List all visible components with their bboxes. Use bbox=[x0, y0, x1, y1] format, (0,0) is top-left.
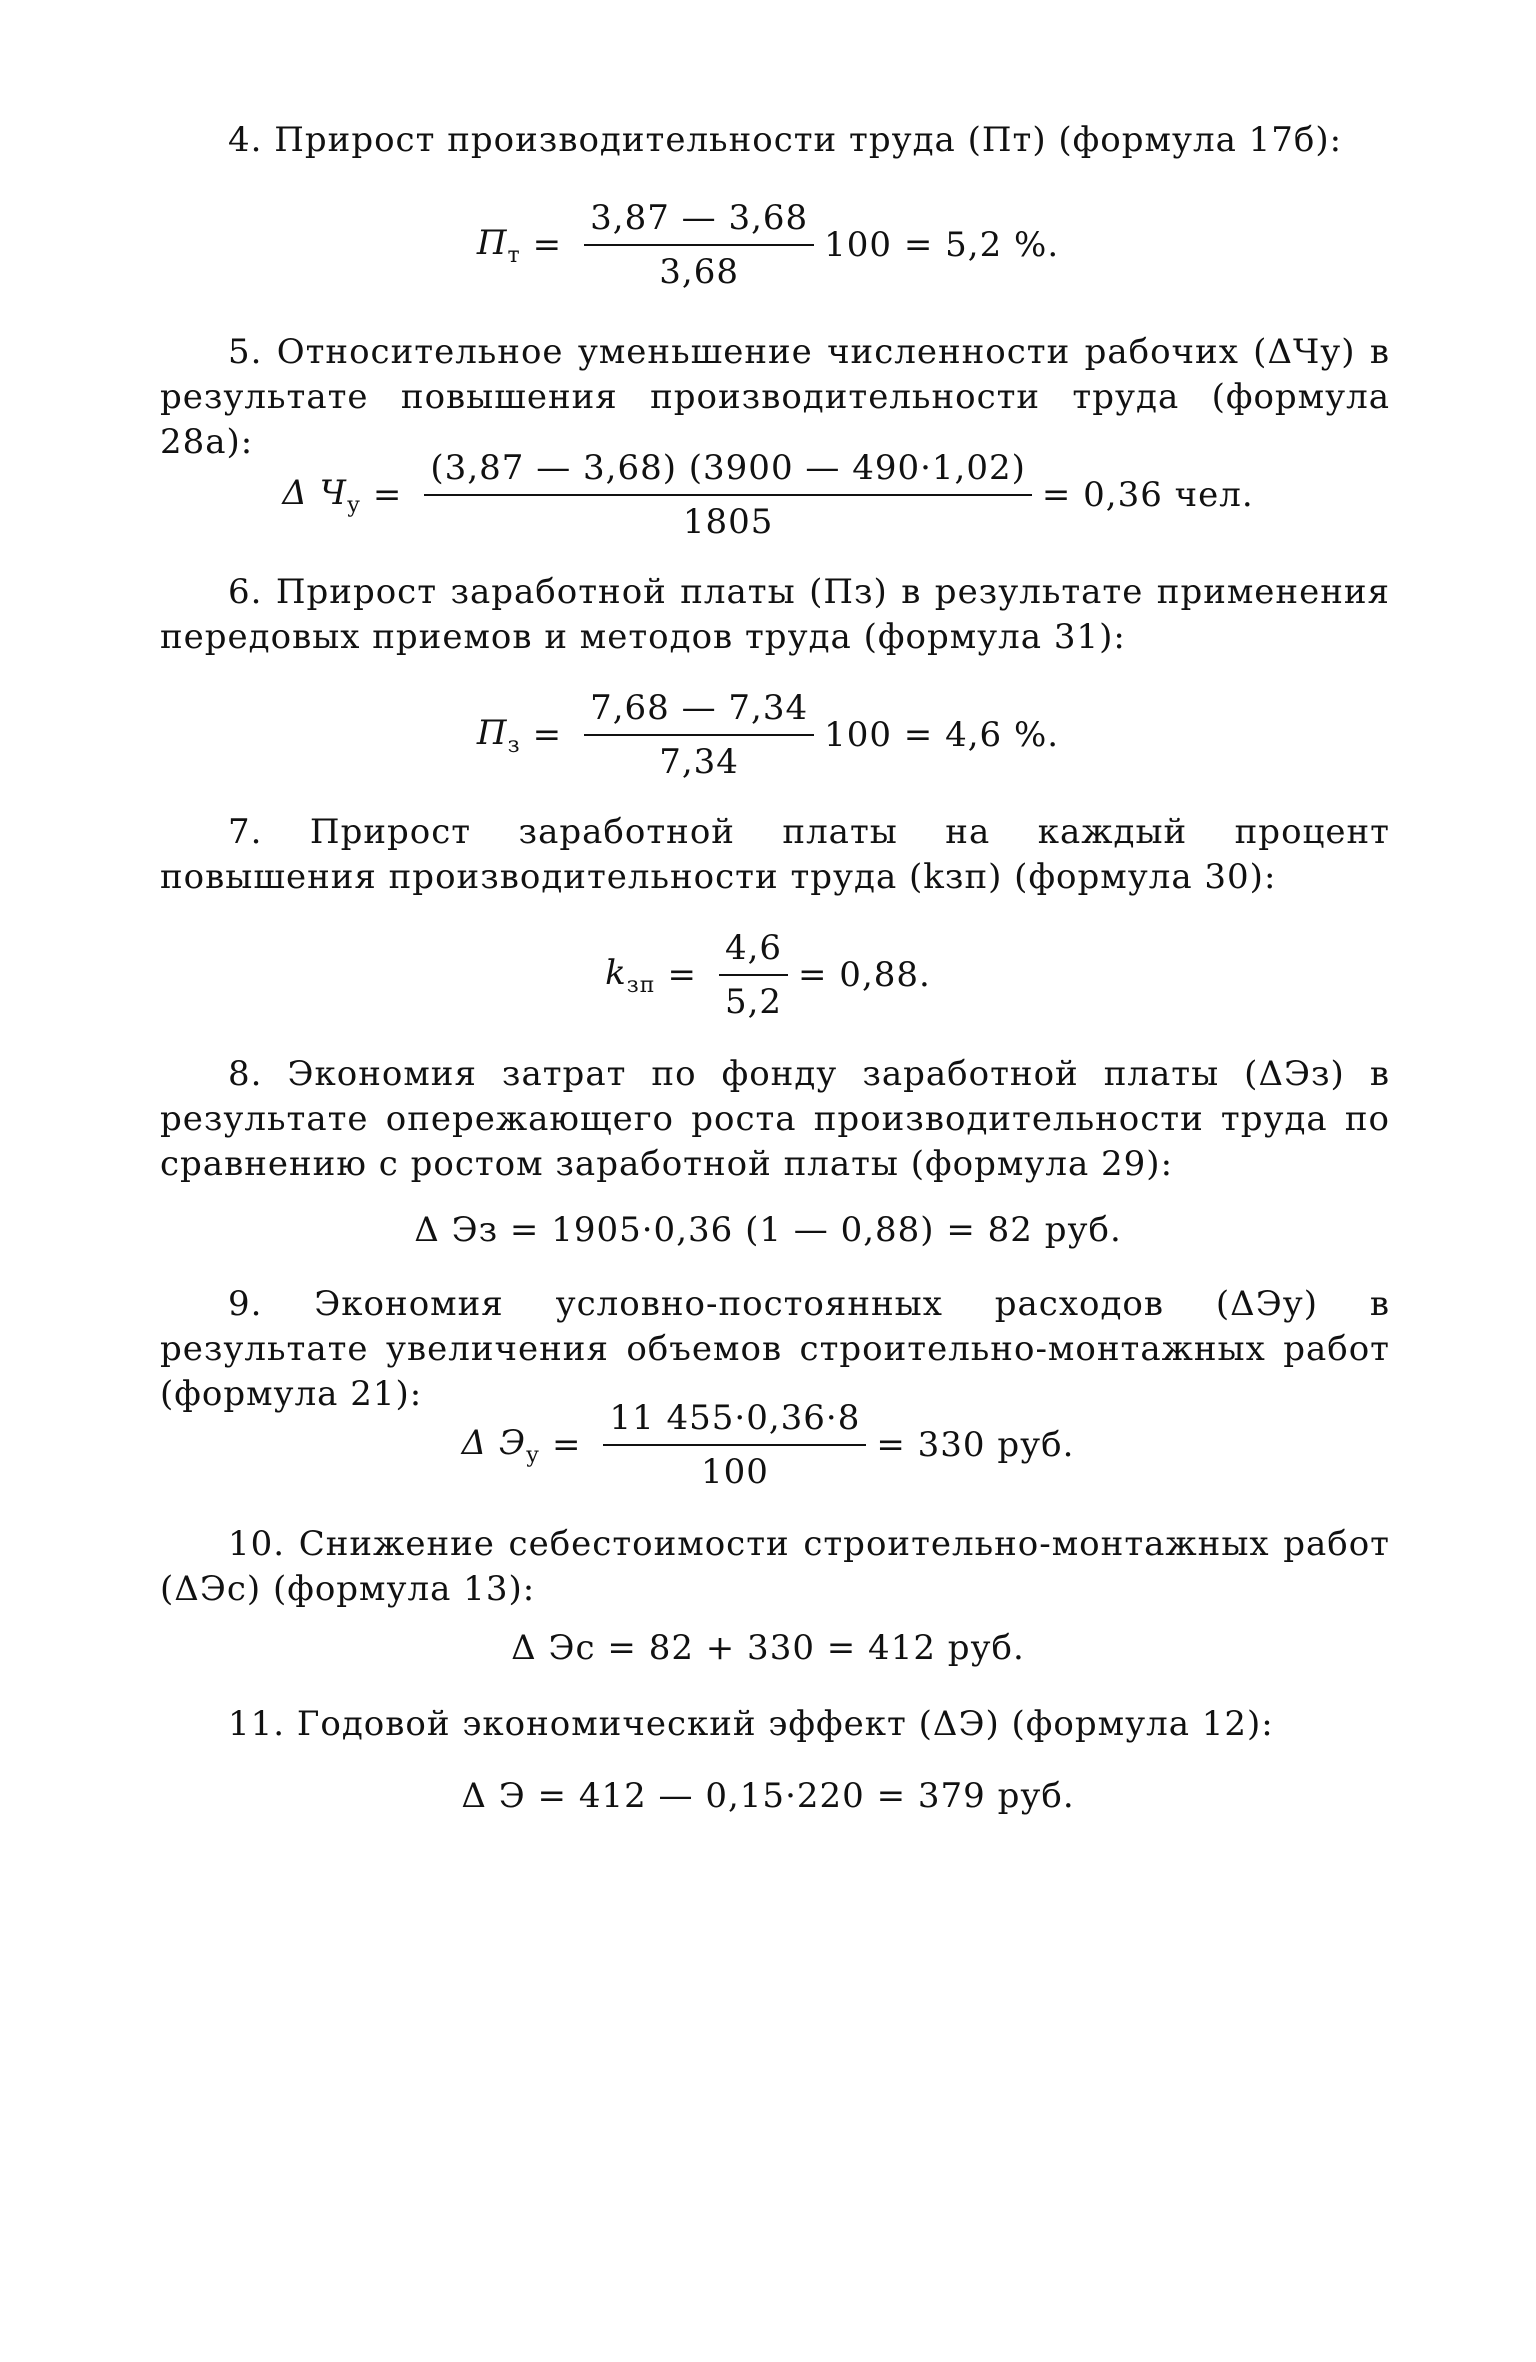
formula-productivity-growth: $П_т$ = $\frac{3,87 — 3,68}{3,68}$ 100 = 5,2 %. bbox=[476, 198, 1060, 292]
paragraph-item-11: 11. Годовой экономический эффект (ΔЭ) (формула 12): bbox=[228, 1704, 1274, 1744]
paragraph-item-10: 10. Снижение себестоимости строительно-монтажных работ (ΔЭс) (формула 13): bbox=[160, 1524, 1390, 1609]
formula-wage-fund-savings: Δ Эз = 1905·0,36 (1 — 0,88) = 82 руб. bbox=[414, 1210, 1122, 1250]
formula-wage-coefficient: $k_{зп}$ = $\frac{4,6}{5,2}$ = 0,88. bbox=[605, 928, 931, 1022]
fraction: $\frac{4,6}{5,2}$ bbox=[719, 928, 788, 1022]
paragraph-item-6: 6. Прирост заработной платы (Пз) в результате применения передовых приемов и методов труда (формула 31): bbox=[160, 572, 1390, 657]
formula-wage-growth: $П_з$ = $\frac{7,68 — 7,34}{7,34}$ 100 = 4,6 %. bbox=[476, 688, 1060, 782]
formula-annual-effect: Δ Э = 412 — 0,15·220 = 379 руб. bbox=[461, 1776, 1075, 1816]
paragraph-item-7: 7. Прирост заработной платы на каждый процент повышения производительности труда (kзп) (формула 30): bbox=[160, 812, 1390, 897]
fraction: $\frac{3,87 — 3,68}{3,68}$ bbox=[584, 198, 814, 292]
fraction: $\frac{7,68 — 7,34}{7,34}$ bbox=[584, 688, 814, 782]
fraction: $\frac{11 455\cdot 0,36\cdot 8}{100}$ bbox=[603, 1398, 866, 1492]
paragraph-item-5: 5. Относительное уменьшение численности рабочих (ΔЧу) в результате повышения производительности труда (формула 28а): bbox=[160, 332, 1390, 462]
paragraph-item-4: 4. Прирост производительности труда (Пт) (формула 17б): bbox=[228, 120, 1343, 160]
fraction: $\frac{(3,87 — 3,68) (3900 — 490\cdot 1,02)}{1805}$ bbox=[424, 448, 1031, 542]
paragraph-item-9: 9. Экономия условно-постоянных расходов (ΔЭу) в результате увеличения объемов строительно-монтажных работ (формула 21): bbox=[160, 1284, 1390, 1414]
formula-worker-reduction: Δ $Ч_у$ = $\frac{(3,87 — 3,68) (3900 — 490\cdot 1,02)}{1805}$ = 0,36 чел. bbox=[282, 448, 1254, 542]
formula-overhead-savings: Δ $Э_у$ = $\frac{11 455\cdot 0,36\cdot 8}{100}$ = 330 руб. bbox=[461, 1398, 1075, 1492]
formula-cost-reduction: Δ Эс = 82 + 330 = 412 руб. bbox=[511, 1628, 1025, 1668]
paragraph-item-8: 8. Экономия затрат по фонду заработной платы (ΔЭз) в результате опережающего роста производительности труда по сравнению с ростом заработной платы (формула 29): bbox=[160, 1054, 1390, 1184]
